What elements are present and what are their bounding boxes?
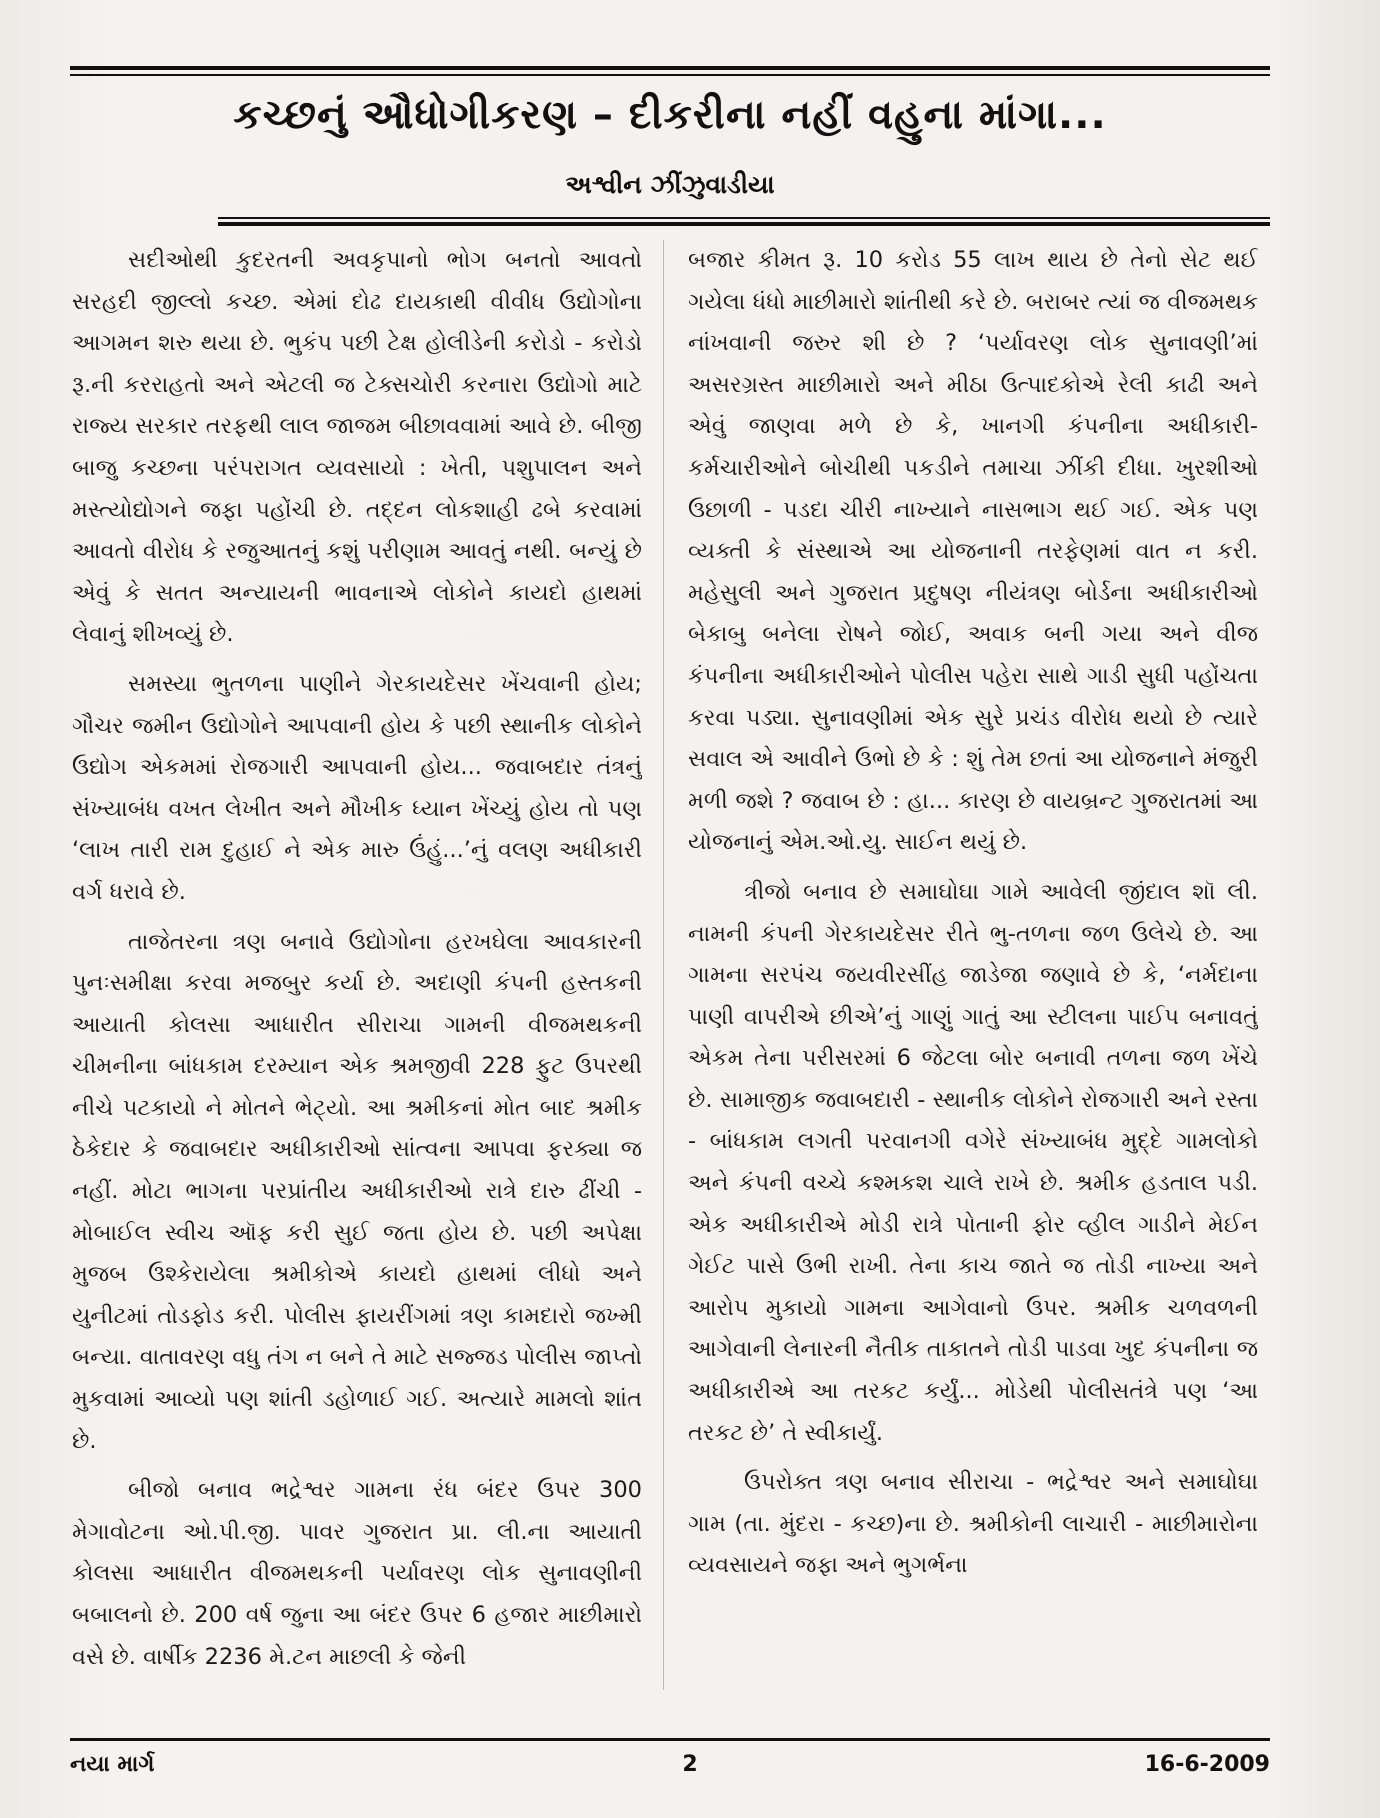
footer-rule	[70, 1738, 1270, 1741]
paragraph: બજાર કીમત રૂ. 10 કરોડ 55 લાખ થાય છે તેનો સેટ થઈ ગયેલા ધંધો માછીમારો શાંતીથી કરે છે. બરાબર ત્યાં જ વીજમથક નાંખવાની જરુર શી છે ? ‘પર્યાવરણ લોક સુનાવણી’માં અસરગ્રસ્ત માછીમારો અને મીઠા ઉત્પાદકોએ રેલી કાઢી અને એવું જાણવા મળે છે કે, ખાનગી કંપનીના અધીકારી-કર્મચારીઓને બોચીથી પકડીને તમાચા ઝીંકી દીધા. ખુરશીઓ ઉછાળી - પડદા ચીરી નાખ્યાને નાસભાગ થઈ ગઈ. એક પણ વ્યક્તી કે સંસ્થાએ આ યોજનાની તરફેણમાં વાત ન કરી. મહેસુલી અને ગુજરાત પ્રદુષણ નીયંત્રણ બોર્ડના અધીકારીઓ બેકાબુ બનેલા રોષને જોઈ, અવાક બની ગયા અને વીજ કંપનીના અધીકારીઓને પોલીસ પહેરા સાથે ગાડી સુધી પહોંચતા કરવા પડ્યા. સુનાવણીમાં એક સુરે પ્રચંડ વીરોધ થયો છે ત્યારે સવાલ એ આવીને ઉભો છે કે : શું તેમ છતાં આ યોજનાને મંજુરી મળી જશે ? જવાબ છે : હા... કારણ છે વાયબ્રન્ટ ગુજરાતમાં આ યોજનાનું એમ.ઓ.યુ. સાઈન થયું છે.	[688, 247, 1258, 856]
paragraph: બીજો બનાવ ભદ્રેશ્વર ગામના રંધ બંદર ઉપર 300 મેગાવોટના ઓ.પી.જી. પાવર ગુજરાત પ્રા. લી.ના આયાતી કોલસા આધારીત વીજમથકની પર્યાવરણ લોક સુનાવણીની બબાલનો છે. 200 વર્ષ જુના આ બંદર ઉપર 6 હજાર માછીમારો વસે છે. વાર્ષીક 2236 મે.ટન માછલી કે જેની	[72, 1477, 642, 1670]
paragraph: તાજેતરના ત્રણ બનાવે ઉદ્યોગોના હરખઘેલા આવકારની પુનઃસમીક્ષા કરવા મજબુર કર્યા છે. અદાણી કંપની હસ્તકની આયાતી કોલસા આધારીત સીરાચા ગામની વીજમથકની ચીમનીના બાંધકામ દરમ્યાન એક શ્રમજીવી 228 ફુટ ઉપરથી નીચે પટકાયો ને મોતને ભેટ્યો. આ શ્રમીકનાં મોત બાદ શ્રમીક ઠેકેદાર કે જવાબદાર અધીકારીઓ સાંત્વના આપવા ફરક્યા જ નહીં. મોટા ભાગના પરપ્રાંતીય અધીકારીઓ રાત્રે દારુ ઢીંચી - મોબાઈલ સ્વીચ ઑફ કરી સુઈ જતા હોય છે. પછી અપેક્ષા મુજબ ઉશ્કેરાયેલા શ્રમીકોએ કાયદો હાથમાં લીધો અને યુનીટમાં તોડફોડ કરી. પોલીસ ફાયરીંગમાં ત્રણ કામદારો જખ્મી બન્યા. વાતાવરણ વધુ તંગ ન બને તે માટે સજ્જડ પોલીસ જાપ્તો મુકવામાં આવ્યો પણ શાંતી ડહોળાઈ ગઈ. અત્યારે મામલો શાંત છે.	[72, 928, 642, 1454]
article-author: અશ્વીન ઝીંઝુવાડીયા	[565, 170, 775, 199]
paragraph: સમસ્યા ભુતળના પાણીને ગેરકાયદેસર ખેંચવાની હોય; ગૌચર જમીન ઉદ્યોગોને આપવાની હોય કે પછી સ્થાનીક લોકોને ઉદ્યોગ એકમમાં રોજગારી આપવાની હોય... જવાબદાર તંત્રનું સંખ્યાબંધ વખત લેખીત અને મૌખીક ધ્યાન ખેંચ્યું હોય તો પણ ‘લાખ તારી રામ દુહાઈ ને એક મારુ ઉંહું...’નું વલણ અધીકારી વર્ગ ધરાવે છે.	[72, 670, 642, 905]
page-number: 2	[682, 1752, 698, 1777]
paragraph: ત્રીજો બનાવ છે સમાઘોઘા ગામે આવેલી જીંદાલ શૉ લી. નામની કંપની ગેરકાયદેસર રીતે ભુ-તળના જળ ઉલેચે છે. આ ગામના સરપંચ જયવીરસીંહ જાડેજા જણાવે છે કે, ‘નર્મદાના પાણી વાપરીએ છીએ’નું ગાણું ગાતું આ સ્ટીલના પાઈપ બનાવતું એકમ તેના પરીસરમાં 6 જેટલા બોર બનાવી તળના જળ ખેંચે છે. સામાજીક જવાબદારી - સ્થાનીક લોકોને રોજગારી અને રસ્તા - બાંધકામ લગતી પરવાનગી વગેરે સંખ્યાબંધ મુદ્દે ગામલોકો અને કંપની વચ્ચે કશ્મકશ ચાલે રાખે છે. શ્રમીક હડતાલ પડી. એક અધીકારીએ મોડી રાત્રે પોતાની ફોર વ્હીલ ગાડીને મેઈન ગેઈટ પાસે ઉભી રાખી. તેના કાચ જાતે જ તોડી નાખ્યા અને આરોપ મુકાયો ગામના આગેવાનો ઉપર. શ્રમીક ચળવળની આગેવાની લેનારની નૈતીક તાકાતને તોડી પાડવા ખુદ કંપનીના જ અધીકારીએ આ તરકટ કર્યું... મોડેથી પોલીસતંત્રે પણ ‘આ તરકટ છે’ તે સ્વીકાર્યું.	[688, 878, 1258, 1446]
paragraph: સદીઓથી કુદરતની અવકૃપાનો ભોગ બનતો આવતો સરહદી જીલ્લો કચ્છ. એમાં દોઢ દાયકાથી વીવીધ ઉદ્યોગોના આગમન શરુ થયા છે. ભુકંપ પછી ટેક્ષ હોલીડેની કરોડો - કરોડો રૂ.ની કરરાહતો અને એટલી જ ટેક્સચોરી કરનારા ઉદ્યોગો માટે રાજ્ય સરકાર તરફથી લાલ જાજમ બીછાવવામાં આવે છે. બીજી બાજુ કચ્છના પરંપરાગત વ્યવસાયો : ખેતી, પશુપાલન અને મસ્ત્યોદ્યોગને જફા પહોંચી છે. તદ્દન લોકશાહી ઢબે કરવામાં આવતો વીરોધ કે રજુઆતનું કશું પરીણામ આવતું નથી. બન્યું છે એવું કે સતત અન્યાયની ભાવનાએ લોકોને કાયદો હાથમાં લેવાનું શીખવ્યું છે.	[72, 247, 642, 648]
paragraph: ઉપરોક્ત ત્રણ બનાવ સીરાચા - ભદ્રેશ્વર અને સમાઘોઘા ગામ (તા. મુંદરા - કચ્છ)ના છે. શ્રમીકોની લાચારી - માછીમારોના વ્યવસાયને જફા અને ભુગર્ભના	[688, 1469, 1258, 1579]
article-title: કચ્છનું ઔધોગીકરણ – દીકરીના નહીં વહુના માંગા...	[233, 92, 1107, 138]
top-thin-rule	[70, 74, 1270, 76]
column-divider	[663, 240, 664, 1690]
issue-date: 16-6-2009	[1144, 1752, 1270, 1777]
top-thick-rule	[70, 66, 1270, 70]
left-column	[72, 240, 642, 1700]
publication-name: નયા માર્ગ	[70, 1752, 155, 1777]
right-column	[688, 240, 1258, 1700]
header-thick-rule	[218, 222, 1270, 226]
header-thin-rule	[218, 217, 1270, 219]
